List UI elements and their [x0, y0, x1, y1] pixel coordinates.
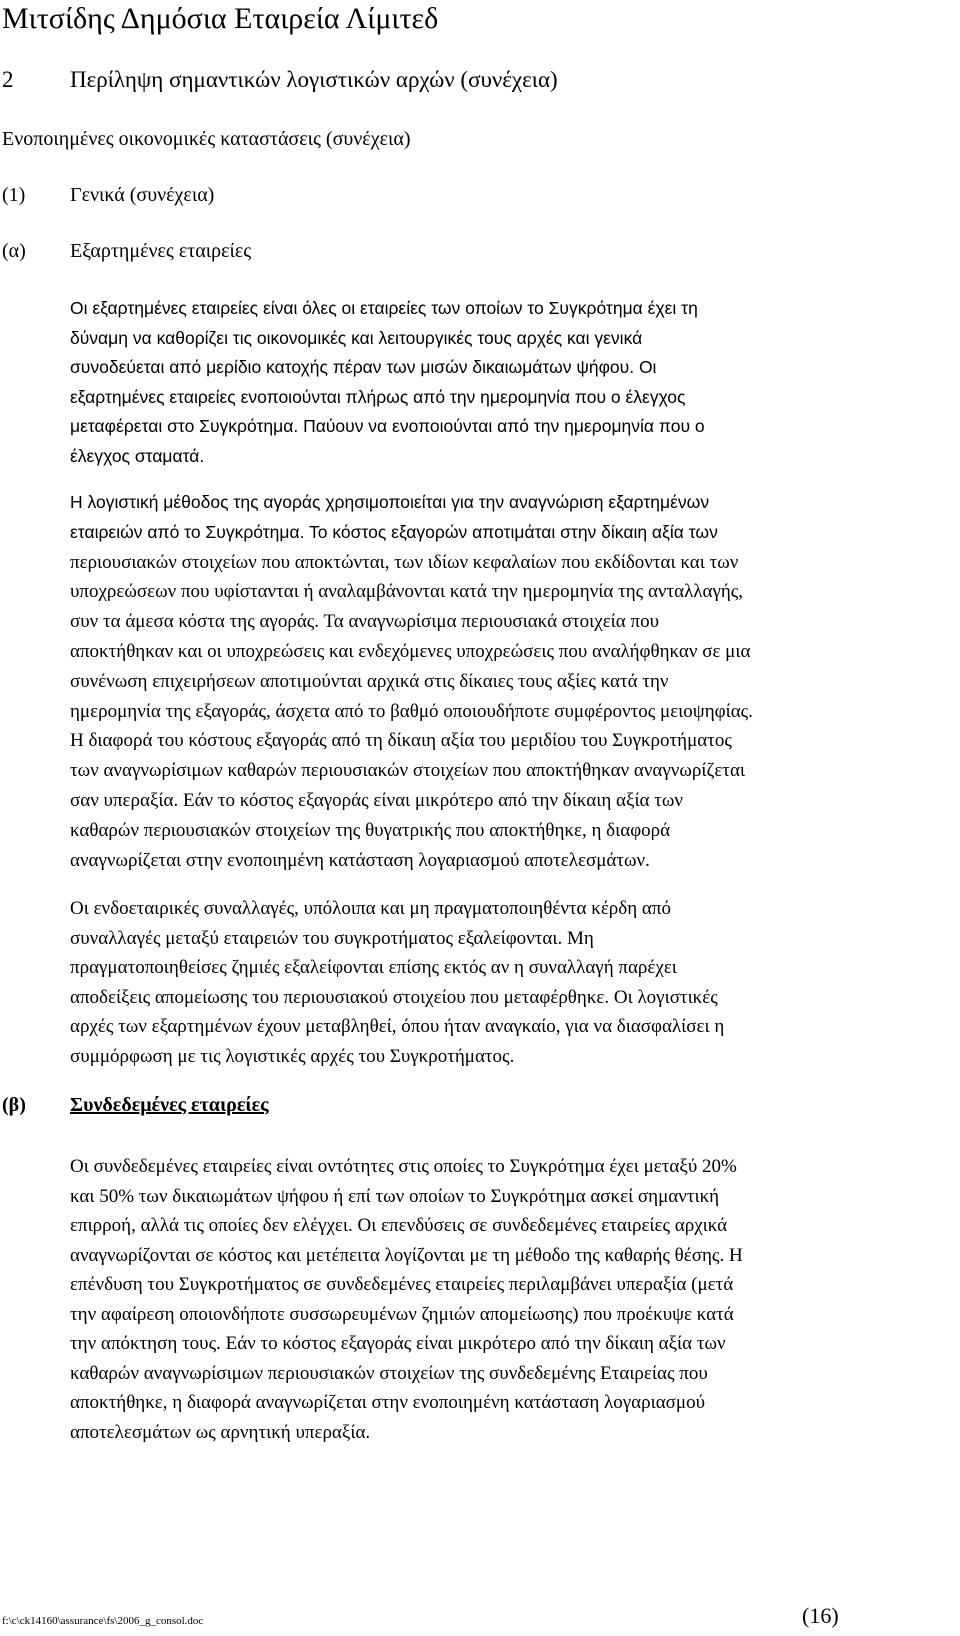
text-line: εταιρειών από το Συγκρότημα. Το κόστος εξαγορών αποτιμάται στην δίκαιη αξία των — [70, 521, 718, 542]
text-line: έλεγχος σταματά. — [70, 445, 205, 466]
text-line: την απόκτηση τους. Εάν το κόστος εξαγοράς είναι μικρότερο από την δίκαιη αξία των — [70, 1333, 726, 1354]
text-line: καθαρών περιουσιακών στοιχείων της θυγατρικής που αποκτήθηκε, η διαφορά — [70, 819, 671, 841]
subheading: Ενοποιημένες οικονομικές καταστάσεις (συνέχεια) — [2, 128, 411, 150]
text-line: σαν υπεραξία. Εάν το κόστος εξαγοράς είναι μικρότερο από την δίκαιη αξία των — [70, 789, 683, 811]
text-line: μεταφέρεται στο Συγκρότημα. Παύουν να ενοποιούνται από την ημερομηνία που ο — [70, 416, 705, 436]
text-line: Οι εξαρτημένες εταιρείες είναι όλες οι εταιρείες των οποίων το Συγκρότημα έχει τη — [70, 298, 698, 318]
item-b-label: Συνδεδεμένες εταιρείες — [70, 1094, 269, 1116]
company-title: Μιτσίδης Δημόσια Εταιρεία Λίμιτεδ — [2, 2, 439, 35]
footer-file-path: f:\c\ck14160\assurance\fs\2006_g_consol.doc — [2, 1615, 204, 1627]
item-1-heading — [2, 182, 214, 208]
section-number: 2 — [2, 67, 14, 92]
text-line: επένδυση του Συγκροτήματος σε συνδεδεμένες εταιρείες περιλαμβάνει υπεραξία (μετά — [70, 1274, 734, 1295]
item-a-heading — [2, 238, 251, 264]
text-line: αναγνωρίζονται σε κόστος και μετέπειτα λογίζονται με τη μέθοδο της καθαρής θέσης. Η — [70, 1244, 743, 1266]
text-line: συν τα άμεσα κόστα της αγοράς. Τα αναγνωρίσιμα περιουσιακά στοιχεία που — [70, 611, 659, 633]
item-b-heading — [2, 1092, 269, 1118]
text-line: την αφαίρεση οποιονδήποτε συσσωρευμένων ζημιών απομείωσης) που προέκυψε κατά — [70, 1303, 734, 1325]
text-line: αρχές των εξαρτημένων έχουν μεταβληθεί, όπου ήταν αναγκαίο, για να διασφαλίσει η — [70, 1016, 725, 1037]
item-b-marker: (β) — [2, 1094, 26, 1116]
paragraph-subsidiaries-definition — [70, 294, 930, 471]
item-1-label: Γενικά (συνέχεια) — [70, 184, 215, 206]
text-line: υποχρεώσεων που υφίστανται ή αναλαμβάνονται κατά την ημερομηνία της ανταλλαγής, — [70, 581, 744, 603]
item-1-marker: (1) — [2, 184, 26, 206]
text-line: καθαρών αναγνωρίσιμων περιουσιακών στοιχείων της συνδεδεμένης Εταιρείας που — [70, 1362, 708, 1384]
item-a-marker: (α) — [2, 240, 26, 262]
text-line: Οι συνδεδεμένες εταιρείες είναι οντότητες στις οποίες το Συγκρότημα έχει μεταξύ 20% — [70, 1156, 737, 1177]
text-line: πραγματοποιηθείσες ζημιές εξαλείφονται επίσης εκτός αν η συναλλαγή παρέχει — [70, 957, 677, 978]
text-line: Οι ενδοεταιρικές συναλλαγές, υπόλοιπα και μη πραγματοποιηθέντα κέρδη από — [70, 898, 671, 919]
text-line: Η διαφορά του κόστους εξαγοράς από τη δίκαιη αξία του μεριδίου του Συγκροτήματος — [70, 730, 732, 752]
text-line: περιουσιακών στοιχείων που αποκτώνται, των ιδίων κεφαλαίων που εκδίδονται και των — [70, 551, 739, 573]
section-heading — [2, 66, 558, 94]
page-number: (16) — [802, 1603, 839, 1628]
paragraph-associates — [70, 1152, 930, 1447]
text-line: συμμόρφωση με τις λογιστικές αρχές του Συγκροτήματος. — [70, 1045, 515, 1067]
text-line: αποτελεσμάτων ως αρνητική υπεραξία. — [70, 1421, 371, 1443]
text-line: και 50% των δικαιωμάτων ψήφου ή επί των οποίων το Συγκρότημα ασκεί σημαντική — [70, 1185, 720, 1207]
item-a-label: Εξαρτημένες εταιρείες — [70, 240, 252, 262]
text-line: εξαρτημένες εταιρείες ενοποιούνται πλήρως από την ημερομηνία που ο έλεγχος — [70, 386, 686, 407]
text-line: Η λογιστική μέθοδος της αγοράς χρησιμοποιείται για την αναγνώριση εξαρτημένων — [70, 492, 710, 512]
text-line: δύναμη να καθορίζει τις οικονομικές και λειτουργικές τους αρχές και γενικά — [70, 327, 643, 348]
text-line: επιρροή, αλλά τις οποίες δεν ελέγχει. Οι επενδύσεις σε συνδεδεμένες εταιρείες αρχικά — [70, 1215, 728, 1236]
text-line: των αναγνωρίσιμων καθαρών περιουσιακών στοιχείων που αποκτήθηκαν αναγνωρίζεται — [70, 760, 746, 782]
paragraph-purchase-method — [70, 488, 930, 875]
text-line: αποκτήθηκε, η διαφορά αναγνωρίζεται στην ενοποιημένη κατάσταση λογαριασμού — [70, 1392, 705, 1413]
text-line: συνοδεύεται από μερίδιο κατοχής πέραν των μισών δικαιωμάτων ψήφου. Οι — [70, 357, 657, 377]
text-line: αποκτήθηκαν και οι υποχρεώσεις και ενδεχόμενες υποχρεώσεις που αναλήφθηκαν σε μια — [70, 640, 751, 662]
text-line: αποδείξεις απομείωσης του περιουσιακού στοιχείου που μεταφέρθηκε. Οι λογιστικές — [70, 986, 718, 1008]
text-line: συνένωση επιχειρήσεων αποτιμούνται αρχικά στις δίκαιες τους αξίες κατά την — [70, 670, 669, 692]
text-line: αναγνωρίζεται στην ενοποιημένη κατάσταση λογαριασμού αποτελεσμάτων. — [70, 849, 650, 871]
paragraph-intercompany — [70, 894, 930, 1071]
section-title: Περίληψη σημαντικών λογιστικών αρχών (συνέχεια) — [70, 67, 558, 92]
text-line: συναλλαγές μεταξύ εταιρειών του συγκροτήματος εξαλείφονται. Μη — [70, 927, 594, 949]
text-line: ημερομηνία της εξαγοράς, άσχετα από το βαθμό οποιουδήποτε συμφέροντος μειοψηφίας. — [70, 700, 753, 722]
